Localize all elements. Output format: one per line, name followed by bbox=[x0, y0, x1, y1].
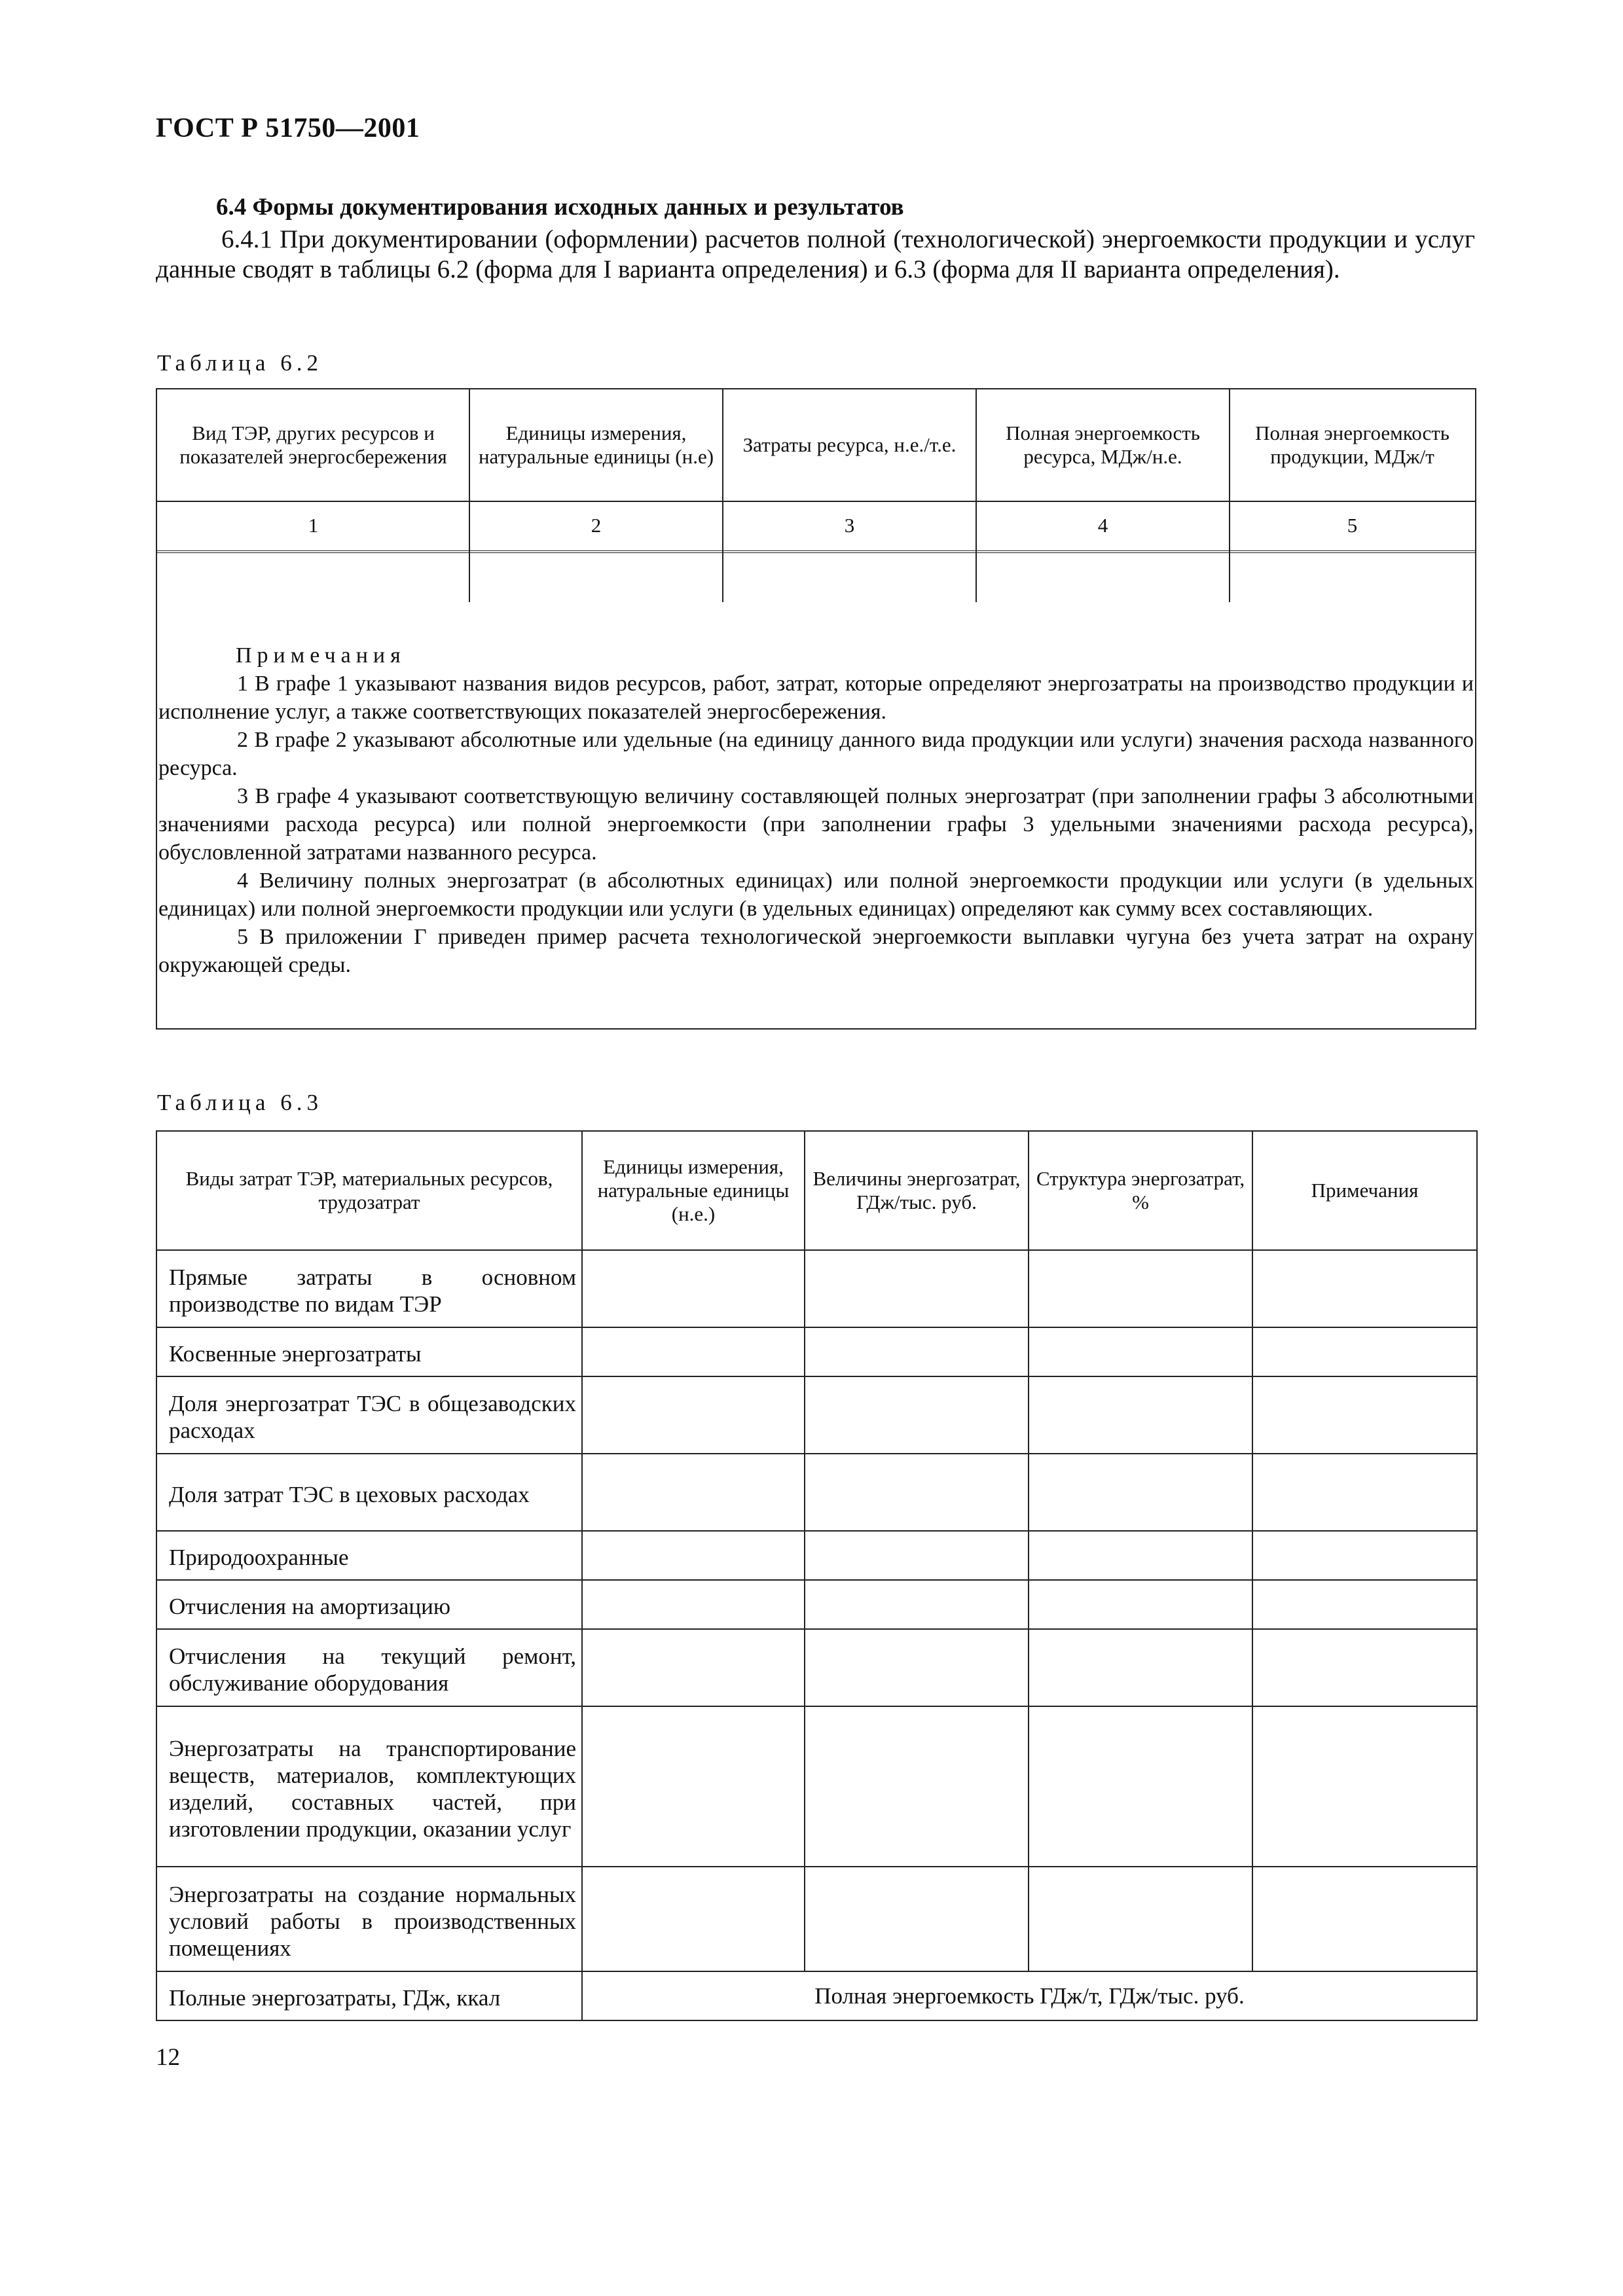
table-6-2-colnum-3: 3 bbox=[844, 514, 855, 537]
table-6-2-header-5: Полная энергоемкость продукции, МДж/т bbox=[1255, 422, 1450, 468]
empty-cell bbox=[1029, 1706, 1252, 1867]
empty-cell bbox=[1252, 1867, 1477, 1971]
table-row bbox=[156, 1706, 1477, 1867]
empty-cell bbox=[1029, 1531, 1252, 1580]
notes-title: Примечания bbox=[236, 643, 406, 668]
empty-cell bbox=[1029, 1580, 1252, 1629]
empty-cell bbox=[805, 1706, 1029, 1867]
note-1: 1 В графе 1 указывают названия видов ресурсов, работ, затрат, которые определяют энергозатраты на производство продукции и исполнение услуг, а также соответствующих показателей энергосбережения. bbox=[158, 672, 1474, 724]
empty-cell bbox=[805, 1629, 1029, 1706]
empty-cell bbox=[1252, 1706, 1477, 1867]
table-6-2-caption: Таблица 6.2 bbox=[157, 350, 323, 376]
empty-cell bbox=[1252, 1531, 1477, 1580]
empty-cell bbox=[805, 1327, 1029, 1376]
empty-cell bbox=[582, 1531, 805, 1580]
table-6-2-header-1: Вид ТЭР, других ресурсов и показателей энергосбережения bbox=[179, 422, 447, 468]
table-6-2-header-3: Затраты ресурса, н.е./т.е. bbox=[742, 433, 957, 456]
row-label: Доля энергозатрат ТЭС в общезаводских расходах bbox=[156, 1376, 582, 1454]
empty-cell bbox=[1029, 1867, 1252, 1971]
table-6-3 bbox=[156, 1130, 1478, 2021]
note-3: 3 В графе 4 указывают соответствующую величину составляющей полных энергозатрат (при заполнении графы 3 абсолютными значениями расхода ресурса) или полной энергоемкости (при заполнении графы 3 удельными значениями расхода ресурса), обусловленной затратами названного ресурса. bbox=[158, 784, 1474, 865]
empty-cell bbox=[582, 1327, 805, 1376]
total-label: Полные энергозатраты, ГДж, ккал bbox=[156, 1971, 582, 2020]
empty-cell bbox=[1252, 1580, 1477, 1629]
empty-cell bbox=[805, 1376, 1029, 1454]
table-6-2-colnum-2: 2 bbox=[591, 514, 602, 537]
table-6-3-header-1: Виды затрат ТЭР, материальных ресурсов, трудозатрат bbox=[156, 1131, 582, 1250]
table-6-2-colnum-4: 4 bbox=[1097, 514, 1108, 537]
table-6-3-header-3: Величины энергозатрат, ГДж/тыс. руб. bbox=[805, 1131, 1029, 1250]
column-divider bbox=[976, 389, 977, 602]
row-label: Энергозатраты на транспортирование веществ, материалов, комплектующих изделий, составных частей, при изготовлении продукции, оказании услуг bbox=[156, 1706, 582, 1867]
empty-cell bbox=[1029, 1629, 1252, 1706]
section-paragraph: 6.4.1 При документировании (оформлении) расчетов полной (технологической) энергоемкости продукции и услуг данные сводят в таблицы 6.2 (форма для I варианта определения) и 6.3 (форма для II варианта определения). bbox=[156, 225, 1475, 283]
table-6-3-header-row bbox=[156, 1131, 1477, 1250]
row-label: Отчисления на амортизацию bbox=[156, 1580, 582, 1629]
row-label: Прямые затраты в основном производстве по видам ТЭР bbox=[156, 1250, 582, 1327]
row-label: Энергозатраты на создание нормальных условий работы в производственных помещениях bbox=[156, 1867, 582, 1971]
table-6-2-number-row bbox=[157, 501, 1475, 553]
table-row bbox=[156, 1867, 1477, 1971]
empty-cell bbox=[805, 1580, 1029, 1629]
document-code: ГОСТ Р 51750—2001 bbox=[156, 113, 420, 143]
empty-cell bbox=[582, 1867, 805, 1971]
table-6-2-colnum-1: 1 bbox=[308, 514, 319, 537]
table-6-2-colnum-5: 5 bbox=[1347, 514, 1358, 537]
table-6-2-header-4: Полная энергоемкость ресурса, МДж/н.е. bbox=[1006, 422, 1200, 468]
empty-cell bbox=[1252, 1250, 1477, 1327]
table-row bbox=[156, 1580, 1477, 1629]
empty-cell bbox=[1252, 1454, 1477, 1531]
table-6-3-header-4: Структура энергозатрат, % bbox=[1029, 1131, 1252, 1250]
table-total-row bbox=[156, 1971, 1477, 2020]
empty-cell bbox=[1252, 1327, 1477, 1376]
empty-cell bbox=[805, 1531, 1029, 1580]
empty-cell bbox=[1029, 1250, 1252, 1327]
table-row bbox=[156, 1250, 1477, 1327]
note-4: 4 Величину полных энергозатрат (в абсолютных единицах) или полной энергоемкости продукции или услуги (в удельных единицах) или полной энергоемкости продукции или услуги (в удельных единицах) определяют как сумму всех составляющих. bbox=[158, 869, 1474, 921]
total-value: Полная энергоемкость ГДж/т, ГДж/тыс. руб. bbox=[582, 1971, 1477, 2020]
empty-cell bbox=[1029, 1376, 1252, 1454]
empty-cell bbox=[582, 1454, 805, 1531]
empty-cell bbox=[582, 1706, 805, 1867]
table-6-3-header-5: Примечания bbox=[1252, 1131, 1477, 1250]
row-label: Доля затрат ТЭС в цеховых расходах bbox=[156, 1454, 582, 1531]
empty-cell bbox=[1029, 1454, 1252, 1531]
empty-cell bbox=[805, 1454, 1029, 1531]
table-6-2-header-row bbox=[157, 389, 1475, 502]
table-6-3-caption: Таблица 6.3 bbox=[157, 1090, 323, 1115]
empty-cell bbox=[1029, 1327, 1252, 1376]
empty-cell bbox=[1252, 1376, 1477, 1454]
empty-cell bbox=[582, 1250, 805, 1327]
empty-cell bbox=[805, 1867, 1029, 1971]
column-divider bbox=[469, 389, 470, 602]
column-divider bbox=[722, 389, 723, 602]
empty-cell bbox=[582, 1580, 805, 1629]
table-row bbox=[156, 1629, 1477, 1706]
column-divider bbox=[1229, 389, 1230, 602]
row-label: Отчисления на текущий ремонт, обслуживание оборудования bbox=[156, 1629, 582, 1706]
note-5: 5 В приложении Г приведен пример расчета технологической энергоемкости выплавки чугуна без учета затрат на охрану окружающей среды. bbox=[158, 925, 1474, 977]
note-2: 2 В графе 2 указывают абсолютные или удельные (на единицу данного вида продукции или услуги) значения расхода названного ресурса. bbox=[158, 728, 1474, 780]
table-6-3-header-2: Единицы измерения, натуральные единицы (н.е.) bbox=[582, 1131, 805, 1250]
table-6-2-header-2: Единицы измерения, натуральные единицы (н.е) bbox=[478, 422, 714, 468]
empty-cell bbox=[1252, 1629, 1477, 1706]
table-6-2-notes bbox=[157, 641, 1475, 979]
table-row bbox=[156, 1531, 1477, 1580]
page-number: 12 bbox=[156, 2044, 180, 2071]
table-row bbox=[156, 1327, 1477, 1376]
section-title: 6.4 Формы документирования исходных данных и результатов bbox=[216, 194, 904, 221]
row-label: Природоохранные bbox=[156, 1531, 582, 1580]
row-label: Косвенные энергозатраты bbox=[156, 1327, 582, 1376]
empty-cell bbox=[582, 1629, 805, 1706]
table-6-2 bbox=[156, 388, 1476, 1030]
table-row bbox=[156, 1376, 1477, 1454]
empty-cell bbox=[582, 1376, 805, 1454]
table-row bbox=[156, 1454, 1477, 1531]
empty-cell bbox=[805, 1250, 1029, 1327]
